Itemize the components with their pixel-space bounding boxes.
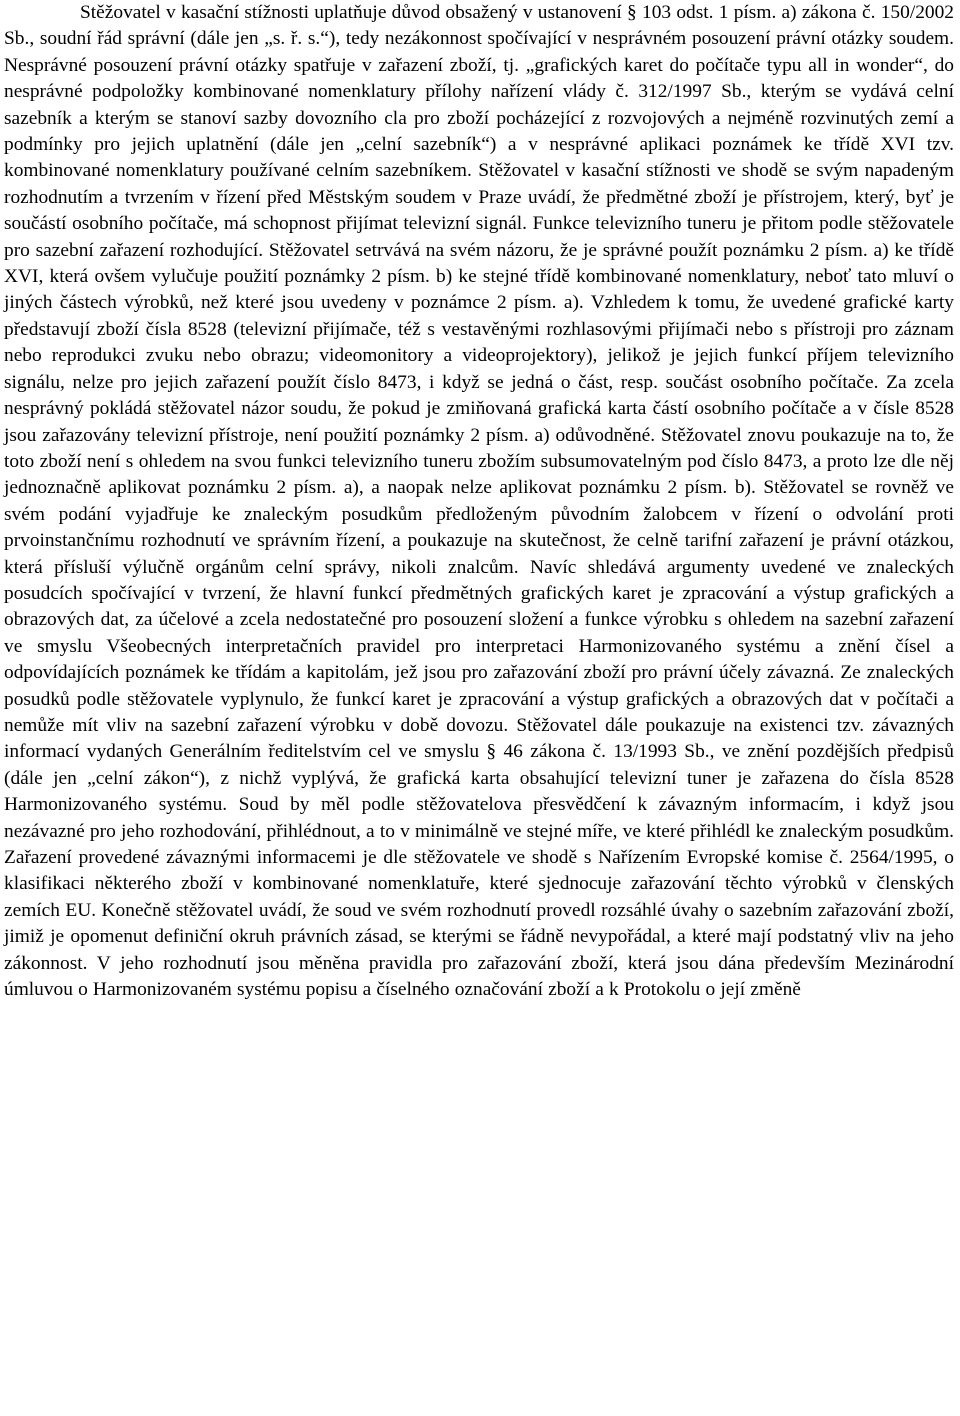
body-paragraph: Stěžovatel v kasační stížnosti uplatňuje důvod obsažený v ustanovení § 103 odst. 1 písm. a) zákona č. 150/2002 Sb., soudní řád správní (dále jen „s. ř. s.“), tedy nezákonnost spočívající v nesprávném posouzení právní otázky soudem. Nesprávné posouzení právní otázky spatřuje v zařazení zboží, tj. „grafických karet do počítače typu all in wonder“, do nesprávné podpoložky kombinované nomenklatury přílohy nařízení vlády č. 312/1997 Sb., kterým se vydává celní sazebník a kterým se stanoví sazby dovozního cla pro zboží pocházející z rozvojových a nejméně rozvinutých zemí a podmínky pro jejich uplatnění (dále jen „celní sazebník“) a v nesprávné aplikaci poznámek ke třídě XVI tzv. kombinované nomenklatury používané celním sazebníkem. Stěžovatel v kasační stížnosti ve shodě se svým napadeným rozhodnutím a tvrzením v řízení před Městským soudem v Praze uvádí, že předmětné zboží je přístrojem, který, byť je součástí osobního počítače, má schopnost přijímat televizní signál. Funkce televizního tuneru je přitom podle stěžovatele pro sazební zařazení rozhodující. Stěžovatel setrvává na svém názoru, že je správné použít poznámku 2 písm. a) ke třídě XVI, která ovšem vylučuje použití poznámky 2 písm. b) ke stejné třídě kombinované nomenklatury, neboť tato mluví o jiných částech výrobků, než které jsou uvedeny v poznámce 2 písm. a). Vzhledem k tomu, že uvedené grafické karty představují zboží čísla 8528 (televizní přijímače, též s vestavěnými rozhlasovými přijímači nebo s přístroji pro záznam nebo reprodukci zvuku nebo obrazu; videomonitory a videoprojektory), jelikož je jejich funkcí příjem televizního signálu, nelze pro jejich zařazení použít číslo 8473, i když se jedná o část, resp. součást osobního počítače. Za zcela nesprávný pokládá stěžovatel názor soudu, že pokud je zmiňovaná grafická karta částí osobního počítače a v čísle 8528 jsou zařazovány televizní přístroje, není použití poznámky 2 písm. a) odůvodněné. Stěžovatel znovu poukazuje na to, že toto zboží není s ohledem na svou funkci televizního tuneru zbožím subsumovatelným pod číslo 8473, a proto lze dle něj jednoznačně aplikovat poznámku 2 písm. a), a naopak nelze aplikovat poznámku 2 písm. b). Stěžovatel se rovněž ve svém podání vyjadřuje ke znaleckým posudkům předloženým původním žalobcem v řízení o odvolání proti prvoinstančnímu rozhodnutí ve správním řízení, a poukazuje na skutečnost, že celně tarifní zařazení je právní otázkou, která přísluší výlučně orgánům celní správy, nikoli znalcům. Navíc shledává argumenty uvedené ve znaleckých posudcích spočívající v tvrzení, že hlavní funkcí předmětných grafických karet je zpracování a výstup grafických a obrazových dat, za účelové a zcela nedostatečné pro posouzení složení a funkce výrobku s ohledem na sazební zařazení ve smyslu Všeobecných interpretačních pravidel pro interpretaci Harmonizovaného systému a znění čísel a odpovídajících poznámek ke třídám a kapitolám, jež jsou pro zařazování zboží pro právní účely závazná. Ze znaleckých posudků podle stěžovatele vyplynulo, že funkcí karet je zpracování a výstup grafických a obrazových dat v počítači a nemůže mít vliv na sazební zařazení výrobku v době dovozu. Stěžovatel dále poukazuje na existenci tzv. závazných informací vydaných Generálním ředitelstvím cel ve smyslu § 46 zákona č. 13/1993 Sb., ve znění pozdějších předpisů (dále jen „celní zákon“), z nichž vyplývá, že grafická karta obsahující televizní tuner je zařazena do čísla 8528 Harmonizovaného systému. Soud by měl podle stěžovatelova přesvědčení k závazným informacím, i když jsou nezávazné pro jeho rozhodování, přihlédnout, a to v minimálně ve stejné míře, ve které přihlédl ke znaleckým posudkům. Zařazení provedené závaznými informacemi je dle stěžovatele ve shodě s Nařízením Evropské komise č. 2564/1995, o klasifikaci některého zboží v kombinované nomenklatuře, které sjednocuje zařazování těchto výrobků v členských zemích EU. Konečně stěžovatel uvádí, že soud ve svém rozhodnutí provedl rozsáhlé úvahy o sazebním zařazování zboží, jimiž je opomenut definiční okruh právních zásad, se kterými se řádně nevypořádal, a které mají podstatný vliv na jeho zákonnost. V jeho rozhodnutí jsou měněna pravidla pro zařazování zboží, která jsou dána především Mezinárodní úmluvou o Harmonizovaném systému popisu a číselného označování zboží a k Protokolu o její změně <box>4 2 954 1001</box>
